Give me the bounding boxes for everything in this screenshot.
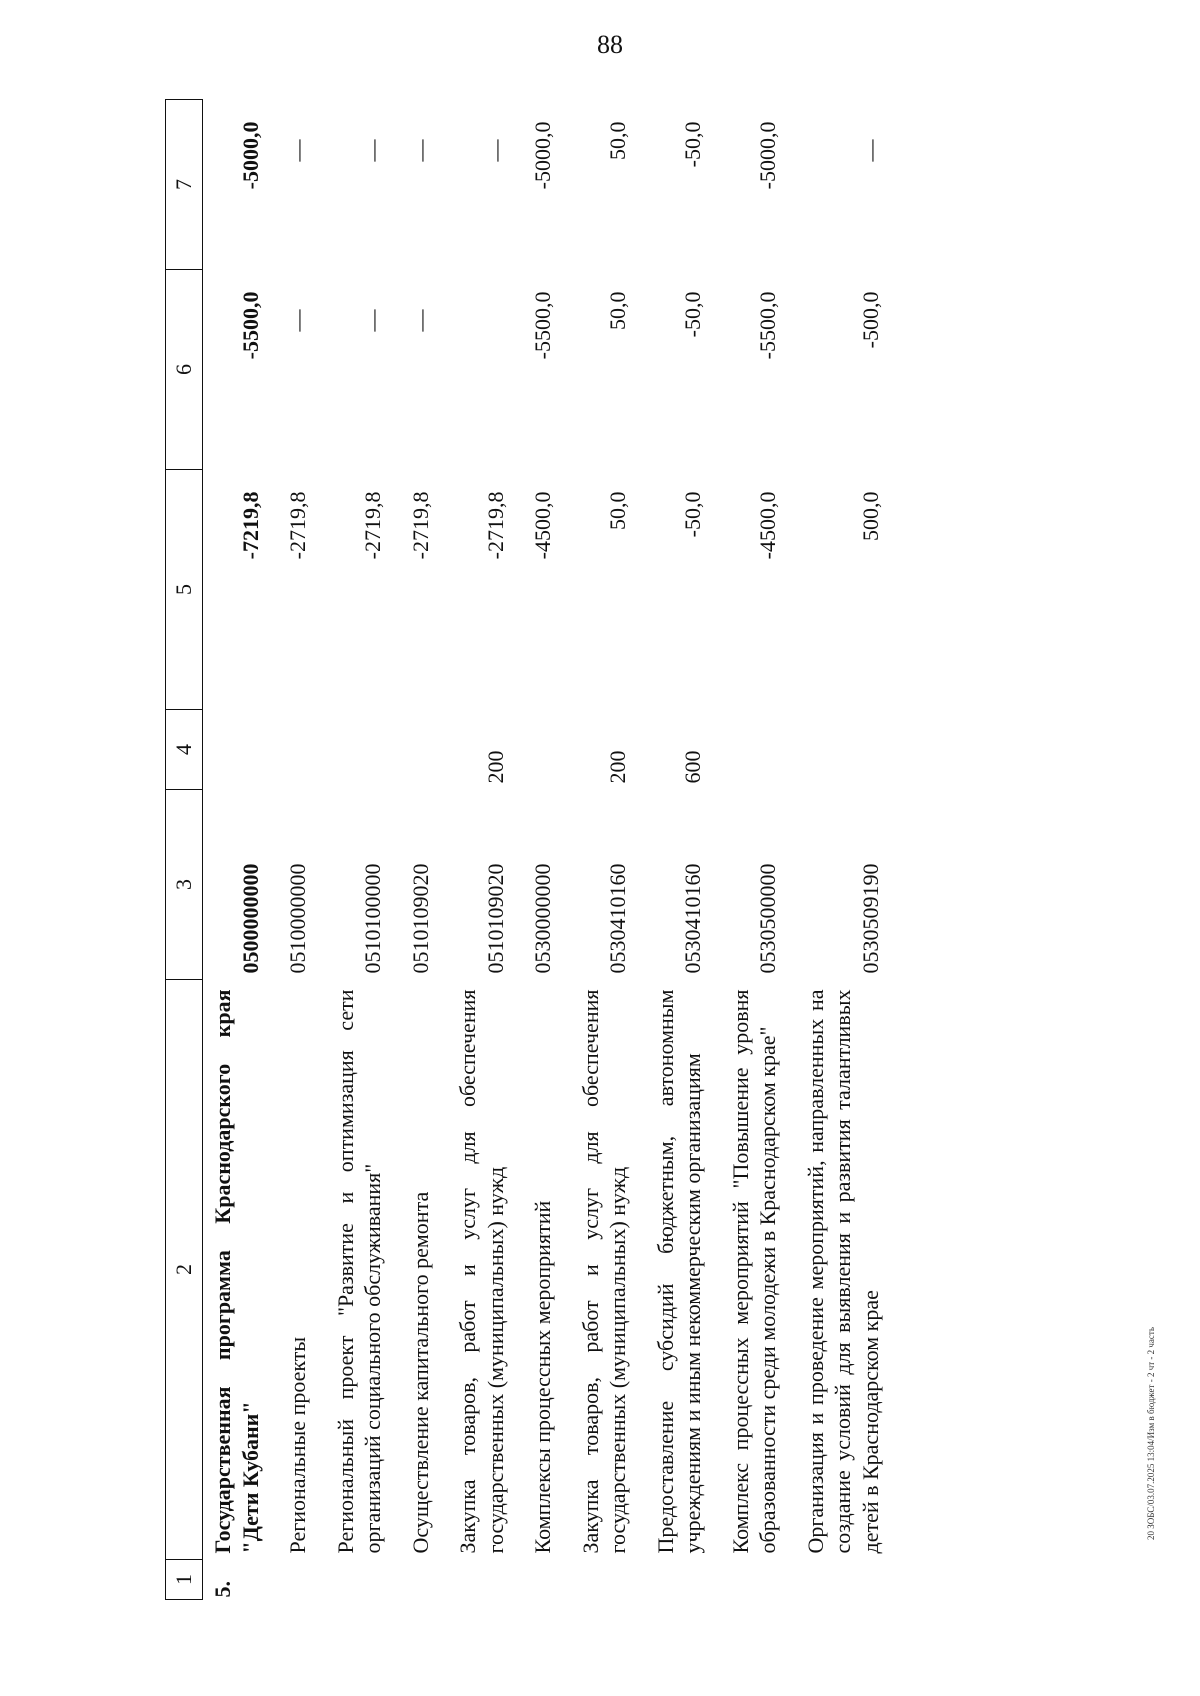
budget-table xyxy=(165,99,898,1600)
row-code: 0530000000 xyxy=(530,863,555,974)
row-value-col5: -50,0 xyxy=(680,491,705,538)
row-name: Закупка товаров, работ и услуг для обеспечения государственных (муниципальных) нужд xyxy=(455,989,508,1554)
row-expense-type: 600 xyxy=(680,750,705,784)
column-header-7: 7 xyxy=(166,100,203,270)
row-value-col6: — xyxy=(285,309,310,332)
row-expense-type: 200 xyxy=(605,750,630,784)
row-name: Региональные проекты xyxy=(285,1336,310,1554)
row-code: 0510000000 xyxy=(285,863,310,974)
row-value-col6: — xyxy=(407,309,433,332)
row-value-col7: 50,0 xyxy=(605,121,630,160)
row-code: 0500000000 xyxy=(237,863,263,974)
row-expense-type: 200 xyxy=(482,750,508,784)
row-index xyxy=(523,1560,571,1600)
row-name: Осуществление капитального ремонта xyxy=(407,1191,433,1554)
column-header-4: 4 xyxy=(166,710,203,790)
row-index xyxy=(448,1560,523,1600)
row-code: 0530509190 xyxy=(857,863,883,974)
row-value-col5: -2719,8 xyxy=(285,491,310,560)
row-expense-type xyxy=(203,710,279,790)
row-code: 0530500000 xyxy=(755,863,780,974)
row-value-col5: 500,0 xyxy=(857,491,883,541)
row-name: Комплексы процессных мероприятий xyxy=(530,1200,555,1554)
row-expense-type xyxy=(278,710,326,790)
row-value-col7: — xyxy=(360,139,385,162)
row-value-col7: — xyxy=(482,139,508,162)
row-name: Предоставление субсидий бюджетным, автономным учреждениям и иным некоммерческим организациям xyxy=(652,989,705,1554)
table-row xyxy=(326,100,401,1600)
row-name: Организация и проведение мероприятий, направленных на создание условий для выявления и развития талантливых детей в Краснодарском крае xyxy=(802,989,883,1554)
table-row xyxy=(796,100,899,1600)
column-header-2: 2 xyxy=(166,980,203,1560)
table-row xyxy=(523,100,571,1600)
row-value-col6: -500,0 xyxy=(857,291,883,349)
row-expense-type xyxy=(721,710,796,790)
row-value-col5: -4500,0 xyxy=(755,491,780,560)
row-value-col7: -5000,0 xyxy=(530,121,555,190)
row-name: Комплекс процессных мероприятий "Повышение уровня образованности среди молодежи в Краснодарском крае" xyxy=(727,989,780,1554)
table-row xyxy=(401,100,449,1600)
table-row xyxy=(278,100,326,1600)
row-value-col5: -2719,8 xyxy=(360,491,385,560)
row-value-col5: -2719,8 xyxy=(482,491,508,560)
row-index xyxy=(571,1560,646,1600)
budget-table-container xyxy=(165,100,1088,1600)
row-value-col5: -4500,0 xyxy=(530,491,555,560)
row-index xyxy=(796,1560,899,1600)
row-index xyxy=(646,1560,721,1600)
row-name: Закупка товаров, работ и услуг для обеспечения государственных (муниципальных) нужд xyxy=(577,989,630,1554)
table-row xyxy=(571,100,646,1600)
row-code: 0510109020 xyxy=(482,863,508,974)
row-index xyxy=(721,1560,796,1600)
row-value-col7: -5000,0 xyxy=(755,121,780,190)
row-name: Государственная программа Краснодарского края "Дети Кубани" xyxy=(210,989,263,1554)
row-code: 0510109020 xyxy=(407,863,433,974)
row-expense-type xyxy=(401,710,449,790)
row-value-col7: — xyxy=(407,139,433,162)
document-footer-code: 20 ЗОБС/03.07.2025 13:04/Изм в бюджет - 2 чт - 2 часть xyxy=(1146,1327,1156,1540)
header-row xyxy=(166,100,203,1600)
column-header-6: 6 xyxy=(166,270,203,470)
row-value-col5: 50,0 xyxy=(605,491,630,530)
row-code: 0530410160 xyxy=(680,863,705,974)
row-code: 0530410160 xyxy=(605,863,630,974)
row-expense-type xyxy=(326,710,401,790)
row-name: Региональный проект "Развитие и оптимизация сети организаций социального обслуживания" xyxy=(332,989,385,1554)
row-value-col5: -7219,8 xyxy=(237,491,263,560)
row-index xyxy=(326,1560,401,1600)
row-index: 5. xyxy=(210,1581,235,1598)
table-row xyxy=(721,100,796,1600)
column-header-5: 5 xyxy=(166,470,203,710)
table-row xyxy=(448,100,523,1600)
row-index xyxy=(401,1560,449,1600)
row-value-col6: -5500,0 xyxy=(237,291,263,360)
page-number: 88 xyxy=(597,30,623,59)
row-expense-type xyxy=(796,710,899,790)
row-value-col7: — xyxy=(285,139,310,162)
row-value-col6: 50,0 xyxy=(605,291,630,330)
row-value-col6: -5500,0 xyxy=(530,291,555,360)
row-index xyxy=(278,1560,326,1600)
row-code: 0510100000 xyxy=(360,863,385,974)
table-row xyxy=(646,100,721,1600)
column-header-3: 3 xyxy=(166,790,203,980)
row-value-col5: -2719,8 xyxy=(407,491,433,560)
row-value-col7: — xyxy=(857,139,883,162)
row-value-col6: — xyxy=(360,309,385,332)
row-value-col6 xyxy=(448,270,523,470)
column-header-1: 1 xyxy=(166,1560,203,1600)
row-expense-type xyxy=(523,710,571,790)
table-row xyxy=(203,100,279,1600)
row-value-col7: -50,0 xyxy=(680,121,705,168)
row-value-col6: -5500,0 xyxy=(755,291,780,360)
row-value-col7: -5000,0 xyxy=(237,121,263,190)
row-value-col6: -50,0 xyxy=(680,291,705,338)
